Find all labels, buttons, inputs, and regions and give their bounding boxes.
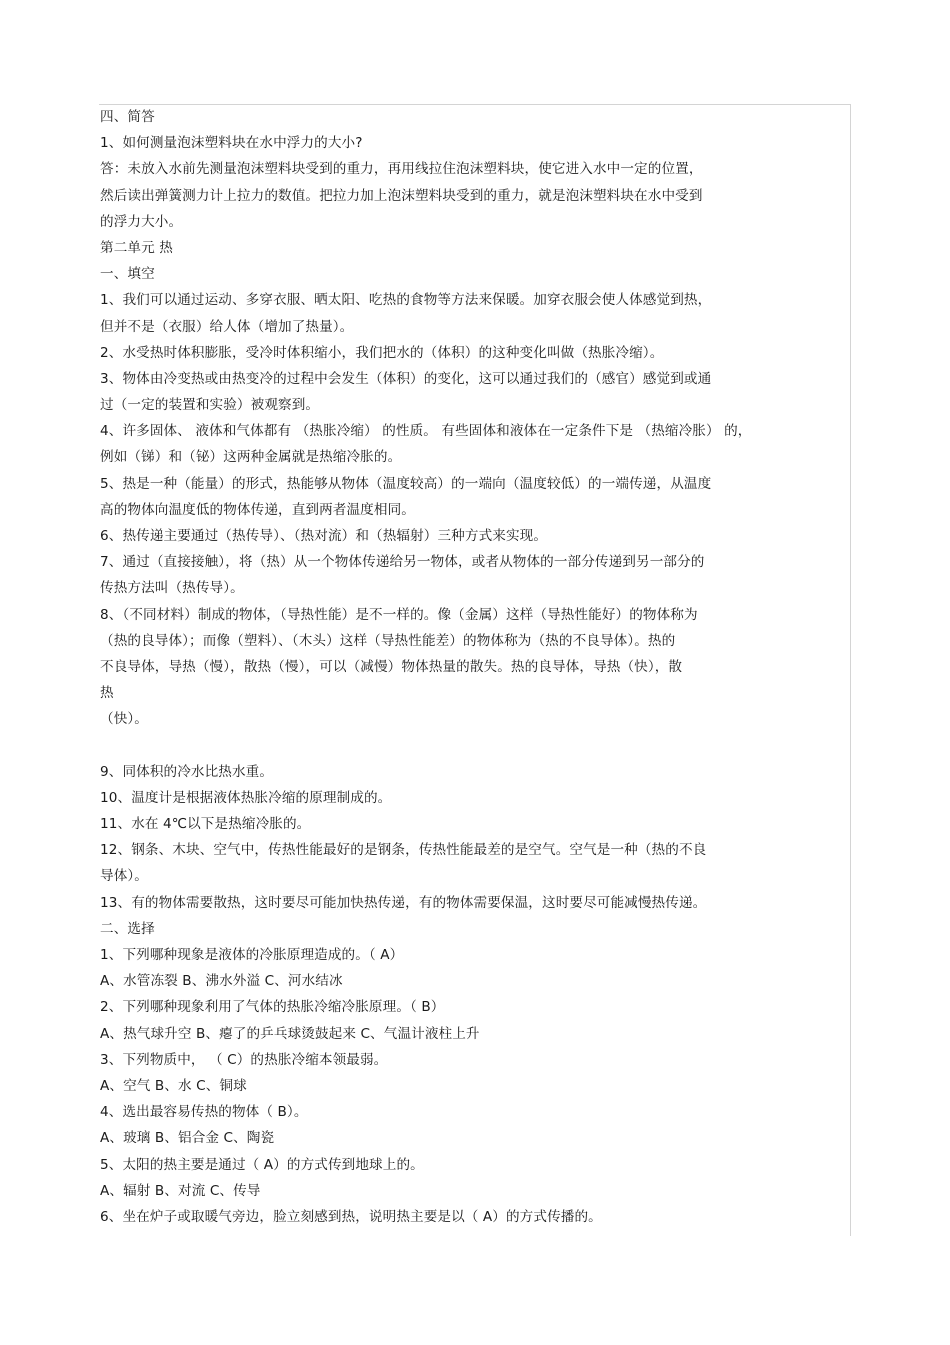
text-line: 例如（锑）和（铋）这两种金属就是热缩冷胀的。 (100, 449, 402, 466)
text-line: 高的物体向温度低的物体传递，直到两者温度相同。 (100, 501, 415, 518)
text-line: 10、温度计是根据液体热胀冷缩的原理制成的。 (100, 789, 392, 806)
text-line: 传热方法叫（热传导）。 (100, 580, 244, 597)
text-line: 然后读出弹簧测力计上拉力的数值。把拉力加上泡沫塑料块受到的重力，就是泡沫塑料块在水中受到 (100, 187, 703, 204)
text-line: 9、同体积的冷水比热水重。 (100, 763, 274, 780)
text-line: 二、选择 (100, 920, 155, 937)
text-line: 2、水受热时体积膨胀，受冷时体积缩小，我们把水的（体积）的这种变化叫做（热胀冷缩）。 (100, 344, 664, 361)
text-line: 12、钢条、木块、空气中，传热性能最好的是钢条，传热性能最差的是空气。空气是一种（热的不良 (100, 842, 707, 859)
text-line: 1、我们可以通过运动、多穿衣服、晒太阳、吃热的食物等方法来保暖。加穿衣服会使人体感觉到热， (100, 292, 712, 309)
document-body (100, 104, 845, 1230)
text-line: 6、热传递主要通过（热传导）、（热对流）和（热辐射）三种方式来实现。 (100, 528, 548, 544)
text-line: 4、许多固体、 液体和气体都有 （热胀冷缩） 的性质。 有些固体和液体在一定条件下是 （热缩冷胀） 的， (100, 423, 752, 440)
text-line: 11、水在 4℃以下是热缩冷胀的。 (100, 816, 311, 833)
text-line: 5、太阳的热主要是通过（ A）的方式传到地球上的。 (100, 1156, 424, 1173)
text-line: 热 (100, 685, 114, 702)
text-line: 第二单元 热 (100, 239, 173, 256)
text-line: A、玻璃 B、铝合金 C、陶瓷 (100, 1130, 275, 1147)
text-line: 7、通过（直接接触），将（热）从一个物体传递给另一物体，或者从物体的一部分传递到另一部分的 (100, 554, 705, 571)
text-line: A、辐射 B、对流 C、传导 (100, 1182, 261, 1199)
text-line: 四、简答 (100, 109, 155, 125)
text-line: A、空气 B、水 C、铜球 (100, 1077, 247, 1094)
text-line: （快）。 (100, 711, 148, 728)
text-line: 1、下列哪种现象是液体的冷胀原理造成的。（ A） (100, 947, 404, 963)
text-line: 的浮力大小。 (100, 213, 183, 230)
text-line: 3、下列物质中， （ C）的热胀冷缩本领最弱。 (100, 1051, 388, 1068)
text-line: 一、填空 (100, 266, 155, 283)
blank-line (100, 733, 845, 759)
text-line: 13、有的物体需要散热，这时要尽可能加快热传递，有的物体需要保温，这时要尽可能减慢热传递。 (100, 894, 707, 911)
text-line: A、热气球升空 B、瘪了的乒乓球烫鼓起来 C、气温计液柱上升 (100, 1025, 480, 1042)
text-line: 3、物体由冷变热或由热变冷的过程中会发生（体积）的变化，这可以通过我们的（感官）感觉到或通 (100, 370, 712, 387)
text-line: 8、（不同材料）制成的物体，（导热性能）是不一样的。像（金属）这样（导热性能好）的物体称为 (100, 606, 698, 623)
text-line: 答：未放入水前先测量泡沫塑料块受到的重力，再用线拉住泡沫塑料块，使它进入水中一定的位置， (100, 161, 703, 178)
text-line: 6、坐在炉子或取暖气旁边，脸立刻感到热，说明热主要是以（ A）的方式传播的。 (100, 1208, 602, 1225)
text-line: A、水管冻裂 B、沸水外溢 C、河水结冰 (100, 973, 343, 990)
text-line: 1、如何测量泡沫塑料块在水中浮力的大小? (100, 135, 363, 152)
text-line: 但并不是（衣服）给人体（增加了热量）。 (100, 318, 354, 335)
text-line: （热的良导体）；而像（塑料）、（木头）这样（导热性能差）的物体称为（热的不良导体）。热的 (100, 632, 676, 649)
text-line: 导体）。 (100, 868, 148, 885)
text-line: 5、热是一种（能量）的形式，热能够从物体（温度较高）的一端向（温度较低）的一端传递，从温度 (100, 475, 712, 492)
text-line: 4、选出最容易传热的物体（ B）。 (100, 1104, 308, 1121)
text-line: 过（一定的装置和实验）被观察到。 (100, 397, 320, 414)
text-line: 不良导体，导热（慢），散热（慢），可以（减慢）物体热量的散失。热的良导体，导热（快），散 (100, 658, 683, 675)
text-line: 2、下列哪种现象利用了气体的热胀冷缩冷胀原理。（ B） (100, 999, 445, 1016)
